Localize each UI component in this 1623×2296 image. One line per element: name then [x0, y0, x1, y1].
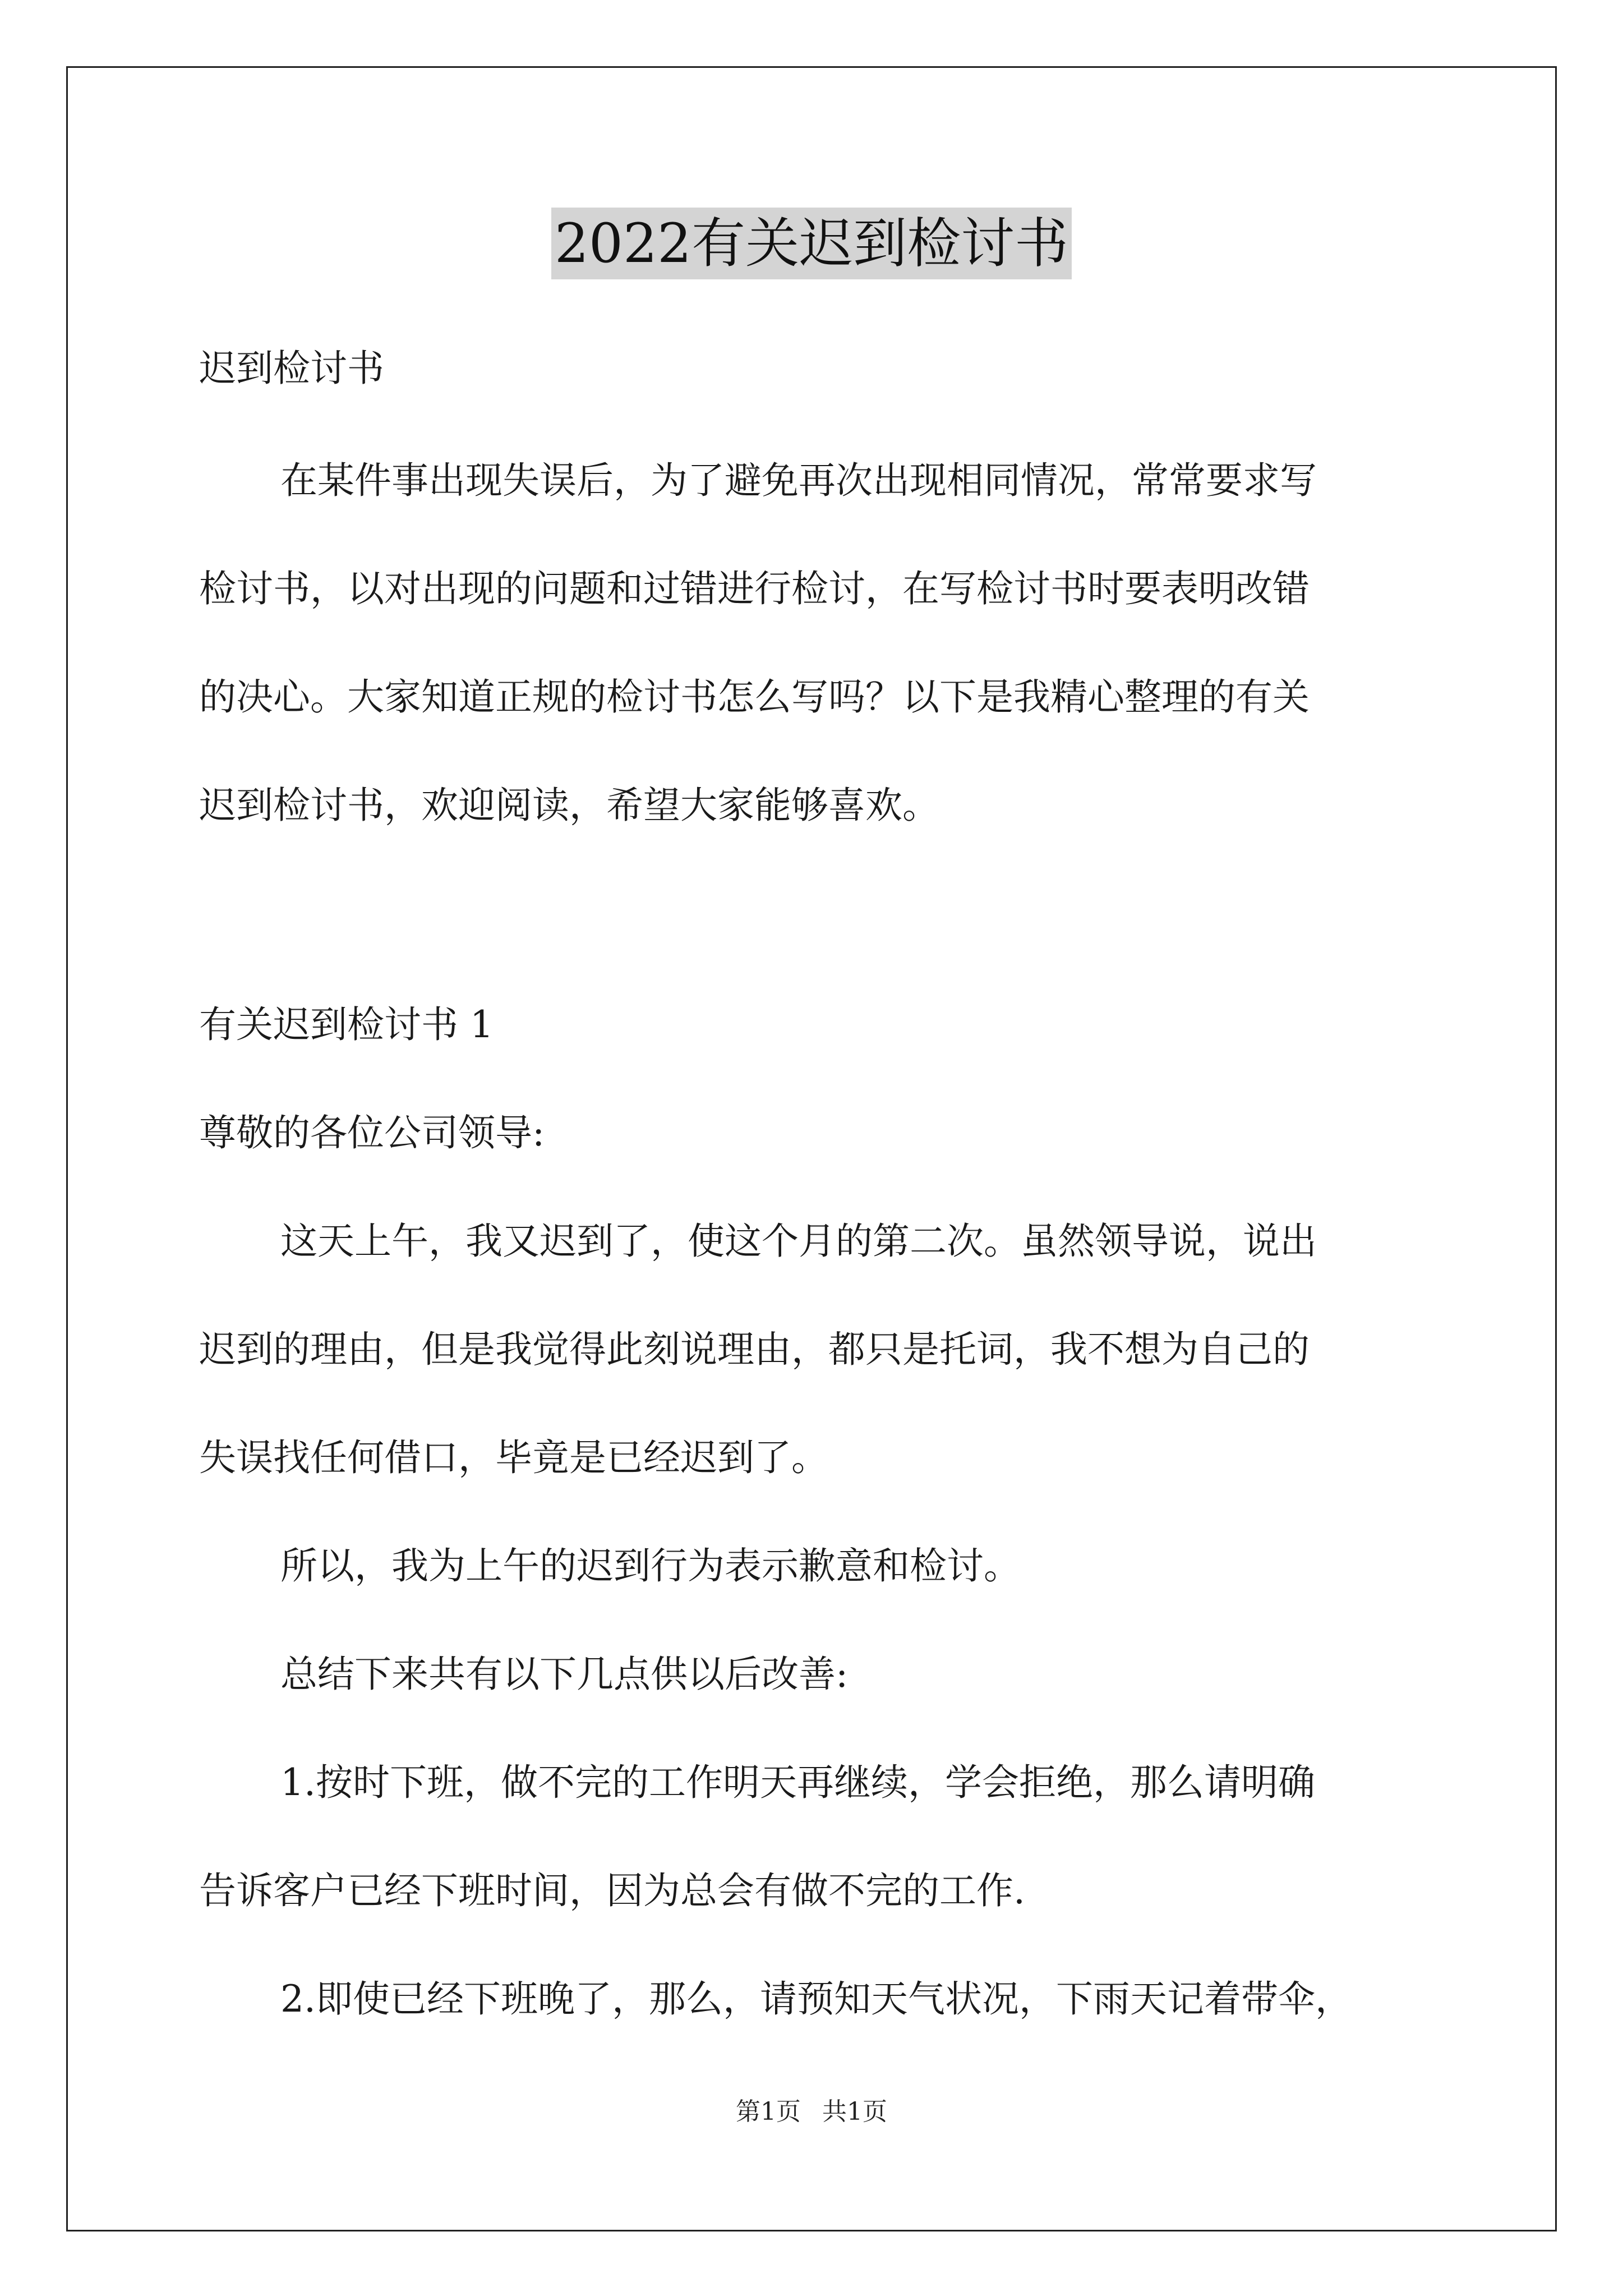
document-title: 2022有关迟到检讨书 [551, 208, 1072, 279]
paragraph-line: 总结下来共有以下几点供以后改善: [280, 1653, 849, 1696]
list-item-line: 1.按时下班，做不完的工作明天再继续，学会拒绝，那么请明确 [280, 1761, 1315, 1804]
page-total: 共1页 [822, 2097, 887, 2126]
paragraph-line: 的决心。大家知道正规的检讨书怎么写吗？以下是我精心整理的有关 [199, 675, 1310, 719]
paragraph-line: 检讨书，以对出现的问题和过错进行检讨，在写检讨书时要表明改错 [199, 567, 1310, 610]
title-container [0, 208, 1623, 279]
paragraph-line: 迟到的理由，但是我觉得此刻说理由，都只是托词，我不想为自己的 [199, 1328, 1310, 1371]
section-heading-1: 有关迟到检讨书 1 [199, 1003, 494, 1046]
paragraph-line: 这天上午，我又迟到了，使这个月的第二次。虽然领导说，说出 [280, 1220, 1317, 1263]
page-footer [0, 2095, 1623, 2129]
salutation: 尊敬的各位公司领导: [199, 1111, 545, 1154]
paragraph-line: 迟到检讨书，欢迎阅读，希望大家能够喜欢。 [199, 784, 939, 827]
section-heading-intro: 迟到检讨书 [199, 347, 384, 390]
paragraph-line: 在某件事出现失误后，为了避免再次出现相同情况，常常要求写 [280, 459, 1317, 502]
page-number: 第1页 [736, 2097, 801, 2126]
list-item-line: 2.即使已经下班晚了，那么，请预知天气状况，下雨天记着带伞， [280, 1977, 1352, 2021]
paragraph-line: 所以，我为上午的迟到行为表示歉意和检讨。 [280, 1544, 1021, 1588]
list-item-line: 告诉客户已经下班时间，因为总会有做不完的工作. [199, 1869, 1025, 1912]
paragraph-line: 失误找任何借口，毕竟是已经迟到了。 [199, 1436, 828, 1479]
